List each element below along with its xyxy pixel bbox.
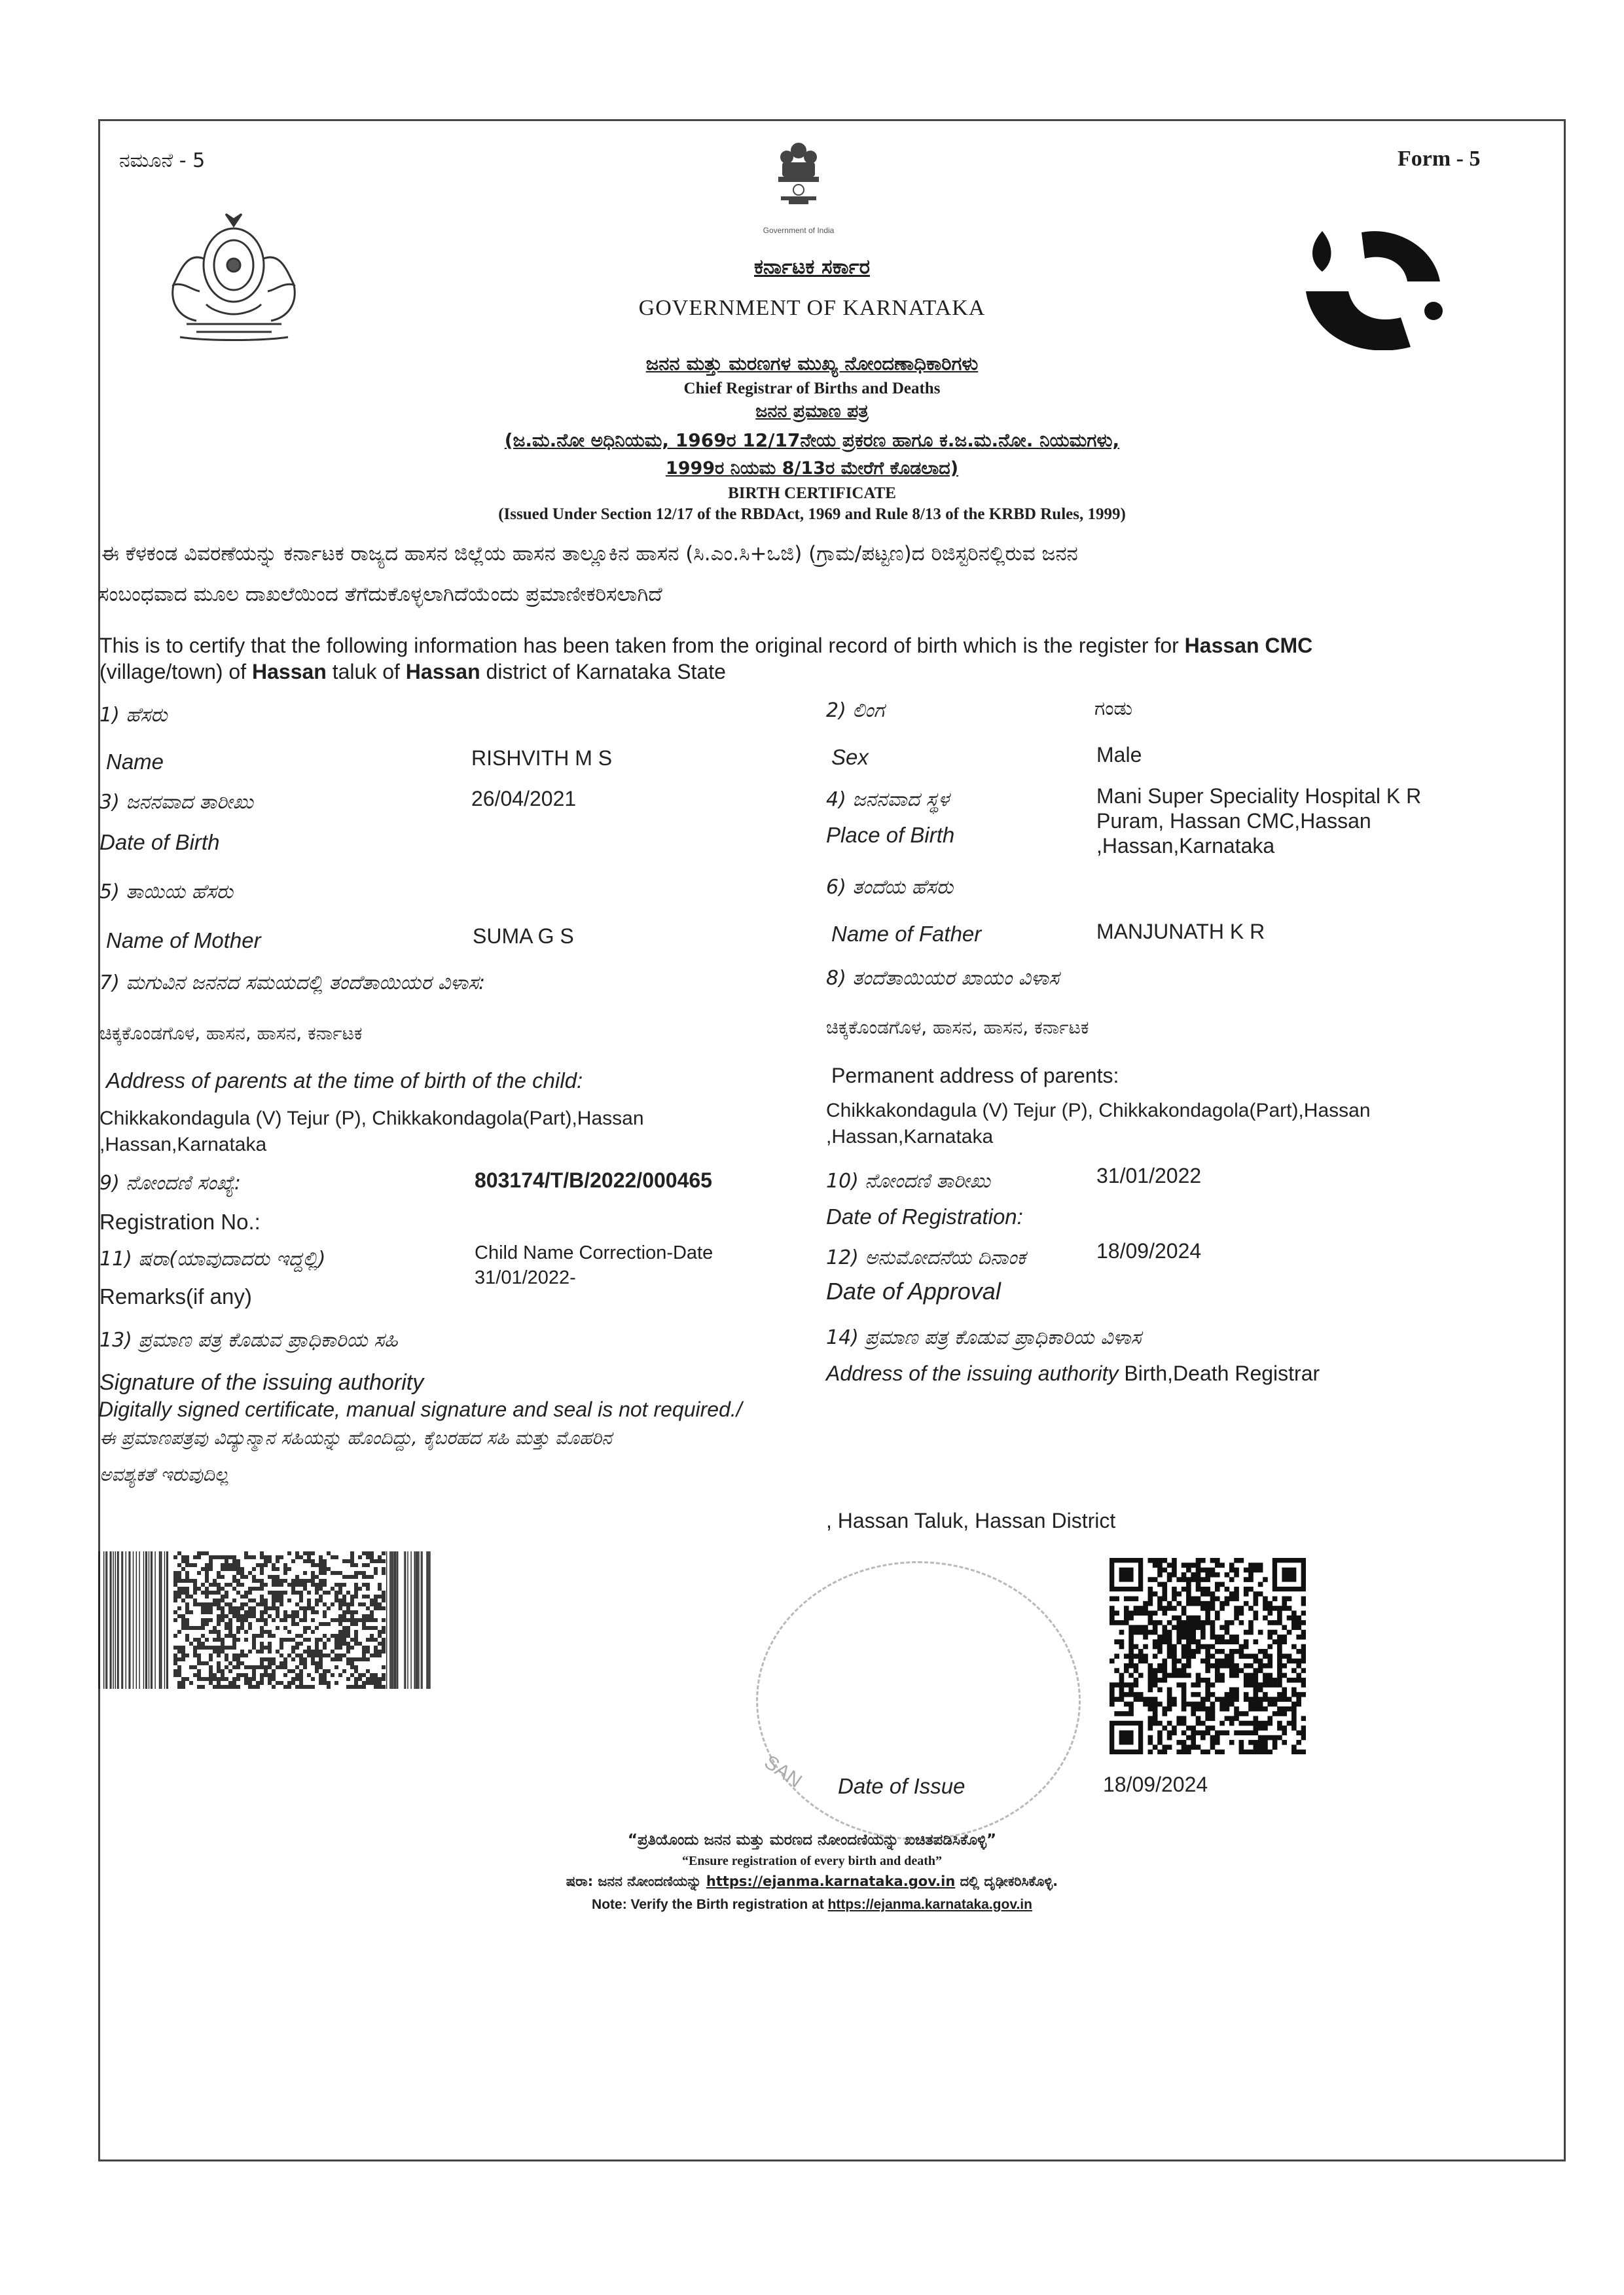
- issue-label: Date of Issue: [838, 1774, 965, 1798]
- verify-kn: ಷರಾ: ಜನನ ನೋಂದಣಿಯನ್ನು https://ejanma.karnataka.gov.in ದಲ್ಲಿ ದೃಢೀಕರಿಸಿಕೊಳ್ಳಿ.: [566, 1873, 1058, 1889]
- slogan-kn: “ಪ್ರತಿಯೊಂದು ಜನನ ಮತ್ತು ಮರಣದ ನೋಂದಣಿಯನ್ನು ಖಚಿತಪಡಿಸಿಕೊಳ್ಳಿ”: [627, 1832, 997, 1849]
- barcode-icon: [98, 1551, 432, 1689]
- qr-code-icon: [1110, 1558, 1306, 1754]
- approval-value: 18/09/2024: [1096, 1239, 1202, 1263]
- addr-birth-label-kn: 7) ಮಗುವಿನ ಜನನದ ಸಮಯದಲ್ಲಿ ತಂದೆತಾಯಿಯರ ವಿಳಾಸ:: [99, 971, 486, 994]
- addr-perm-value-kn: ಚಿಕ್ಕಕೊಂಡಗೊಳ, ಹಾಸನ, ಹಾಸನ, ಕರ್ನಾಟಕ: [826, 1017, 1089, 1038]
- father-value: MANJUNATH K R: [1096, 920, 1265, 943]
- ashoka-emblem-icon: [769, 139, 828, 224]
- reg-date-value: 31/01/2022: [1096, 1164, 1202, 1187]
- verify-link-en[interactable]: https://ejanma.karnataka.gov.in: [827, 1897, 1032, 1912]
- pob-value-1: Mani Super Speciality Hospital K R: [1096, 784, 1422, 808]
- registrar-title: Chief Registrar of Births and Deaths: [683, 380, 941, 397]
- mother-label-kn: 5) ತಾಯಿಯ ಹೆಸರು: [99, 880, 234, 903]
- slogan-en: “Ensure registration of every birth and death”: [681, 1854, 943, 1868]
- sex-label: Sex: [831, 745, 869, 769]
- remarks-label-kn: 11) ಷರಾ(ಯಾವುದಾದರು ಇದ್ದಲ್ಲಿ): [99, 1248, 326, 1271]
- verify-link-kn[interactable]: https://ejanma.karnataka.gov.in: [706, 1873, 956, 1889]
- remarks-value-2: 31/01/2022-: [475, 1267, 576, 1288]
- addr-perm-label: Permanent address of parents:: [831, 1064, 1119, 1087]
- father-label-kn: 6) ತಂದೆಯ ಹೆಸರು: [826, 876, 954, 899]
- addr-birth-label: Address of parents at the time of birth of the child:: [106, 1068, 583, 1093]
- reg-date-label-kn: 10) ನೋಂದಣಿ ತಾರೀಖು: [826, 1170, 990, 1193]
- certify-kn-line1: ಈ ಕೆಳಕಂಡ ವಿವರಣೆಯನ್ನು ಕರ್ನಾಟಕ ರಾಜ್ಯದ ಹಾಸನ ಜಿಲ್ಲೆಯ ಹಾಸನ ತಾಲ್ಲೂಕಿನ ಹಾಸನ (ಸಿ.ಎಂ.ಸಿ+ಒಜಿ) (ಗ್ರಾಮ/ಪಟ್ಟಣ)ದ ರಿಜಿಸ್ಟರಿನಲ್ಲಿರುವ ಜನನ: [101, 542, 1078, 566]
- gov-title: GOVERNMENT OF KARNATAKA: [638, 296, 986, 320]
- section-en: (Issued Under Section 12/17 of the RBDAct, 1969 and Rule 8/13 of the KRBD Rules, 1999): [498, 505, 1126, 523]
- reg-no-label-kn: 9) ನೋಂದಣಿ ಸಂಖ್ಯೆ:: [99, 1172, 241, 1195]
- addr-perm-value-1: Chikkakondagula (V) Tejur (P), Chikkakondagola(Part),Hassan: [826, 1100, 1371, 1121]
- section-kn-1: (ಜ.ಮ.ನೋ ಅಧಿನಿಯಮ, 1969ರ 12/17ನೇಯ ಪ್ರಕರಣ ಹಾಗೂ ಕ.ಜ.ಮ.ನೋ. ನಿಯಮಗಳು,: [504, 429, 1120, 451]
- section-kn-2: 1999ರ ನಿಯಮ 8/13ರ ಮೇರೆಗೆ ಕೊಡಲಾದ): [665, 458, 959, 479]
- digital-sign-note-kn-2: ಅವಶ್ಯಕತೆ ಇರುವುದಿಲ್ಲ: [99, 1464, 229, 1485]
- addr-perm-label-kn: 8) ತಂದೆತಾಯಿಯರ ಖಾಯಂ ವಿಳಾಸ: [826, 967, 1059, 990]
- certify-en-line2: (village/town) of Hassan taluk of Hassan district of Karnataka State: [99, 660, 726, 683]
- sex-value-kn: ಗಂಡು: [1094, 697, 1133, 720]
- cert-title-kn: ಜನನ ಪ್ರಮಾಣ ಪತ್ರ: [755, 401, 869, 422]
- addr-perm-value-2: ,Hassan,Karnataka: [826, 1126, 994, 1148]
- form-number: Form - 5: [1398, 147, 1481, 171]
- reg-no-value: 803174/T/B/2022/000465: [475, 1168, 712, 1192]
- auth-addr-value: Birth,Death Registrar: [1124, 1362, 1320, 1385]
- auth-addr-label: Address of the issuing authority: [826, 1362, 1119, 1385]
- certify-en-line1: This is to certify that the following information has been taken from the original record of birth which is the register for Hassan CMC: [99, 634, 1313, 657]
- name-value: RISHVITH M S: [471, 746, 613, 770]
- mother-label: Name of Mother: [106, 928, 261, 952]
- issue-value: 18/09/2024: [1103, 1773, 1208, 1796]
- father-label: Name of Father: [831, 922, 982, 946]
- mother-value: SUMA G S: [473, 924, 574, 948]
- ejanma-logo-icon: [1303, 226, 1453, 350]
- form-number-kn: ನಮೂನೆ - 5: [119, 149, 206, 172]
- verify-en: Note: Verify the Birth registration at https://ejanma.karnataka.gov.in: [592, 1897, 1032, 1912]
- certify-kn-line2: ಸಂಬಂಧವಾದ ಮೂಲ ದಾಖಲೆಯಿಂದ ತೆಗೆದುಕೊಳ್ಳಲಾಗಿದೆಯೆಂದು ಪ್ರಮಾಣೀಕರಿಸಲಾಗಿದೆ: [98, 583, 662, 606]
- gov-title-kn: ಕರ್ನಾಟಕ ಸರ್ಕಾರ: [754, 255, 870, 279]
- remarks-label: Remarks(if any): [99, 1284, 252, 1309]
- name-label-kn: 1) ಹೆಸರು: [99, 704, 168, 727]
- pob-label: Place of Birth: [826, 823, 955, 847]
- remarks-value-1: Child Name Correction-Date: [475, 1242, 713, 1263]
- pob-label-kn: 4) ಜನನವಾದ ಸ್ಥಳ: [826, 788, 949, 811]
- auth-addr-line: [826, 1362, 1320, 1386]
- auth-place: , Hassan Taluk, Hassan District: [826, 1509, 1116, 1532]
- name-label: Name: [106, 750, 164, 774]
- pob-value-2: Puram, Hassan CMC,Hassan: [1096, 809, 1371, 833]
- addr-birth-value-2: ,Hassan,Karnataka: [99, 1134, 267, 1155]
- dob-label-kn: 3) ಜನನವಾದ ತಾರೀಖು: [99, 791, 253, 814]
- sex-value: Male: [1096, 743, 1142, 767]
- reg-date-label: Date of Registration:: [826, 1204, 1023, 1229]
- dob-value: 26/04/2021: [471, 787, 577, 810]
- reg-no-label: Registration No.:: [99, 1210, 261, 1234]
- sex-label-kn: 2) ಲಿಂಗ: [826, 699, 884, 722]
- approval-label-kn: 12) ಅನುಮೋದನೆಯ ದಿನಾಂಕ: [826, 1246, 1026, 1269]
- addr-birth-value-kn: ಚಿಕ್ಕಕೊಂಡಗೊಳ, ಹಾಸನ, ಹಾಸನ, ಕರ್ನಾಟಕ: [99, 1022, 363, 1044]
- approval-label: Date of Approval: [826, 1278, 1001, 1305]
- sign-label: Signature of the issuing authority: [99, 1370, 424, 1395]
- stamp-text: SAN: [760, 1751, 806, 1792]
- auth-addr-label-kn: 14) ಪ್ರಮಾಣ ಪತ್ರ ಕೊಡುವ ಪ್ರಾಧಿಕಾರಿಯ ವಿಳಾಸ: [826, 1326, 1142, 1349]
- pob-value-3: ,Hassan,Karnataka: [1096, 834, 1275, 858]
- emblem-caption: Government of India: [763, 226, 835, 235]
- digital-sign-note: Digitally signed certificate, manual signature and seal is not required./: [98, 1398, 742, 1421]
- cert-title: BIRTH CERTIFICATE: [728, 484, 896, 502]
- sign-label-kn: 13) ಪ್ರಮಾಣ ಪತ್ರ ಕೊಡುವ ಪ್ರಾಧಿಕಾರಿಯ ಸಹಿ: [99, 1329, 398, 1352]
- addr-birth-value-1: Chikkakondagula (V) Tejur (P), Chikkakondagola(Part),Hassan: [99, 1108, 644, 1129]
- dob-label: Date of Birth: [99, 830, 220, 854]
- registrar-title-kn: ಜನನ ಮತ್ತು ಮರಣಗಳ ಮುಖ್ಯ ನೋಂದಣಾಧಿಕಾರಿಗಳು: [645, 352, 979, 374]
- digital-sign-note-kn-1: ಈ ಪ್ರಮಾಣಪತ್ರವು ವಿದ್ಯುನ್ಮಾನ ಸಹಿಯನ್ನು ಹೊಂದಿದ್ದು, ಕೈಬರಹದ ಸಹಿ ಮತ್ತು ಮೊಹರಿನ: [99, 1427, 612, 1449]
